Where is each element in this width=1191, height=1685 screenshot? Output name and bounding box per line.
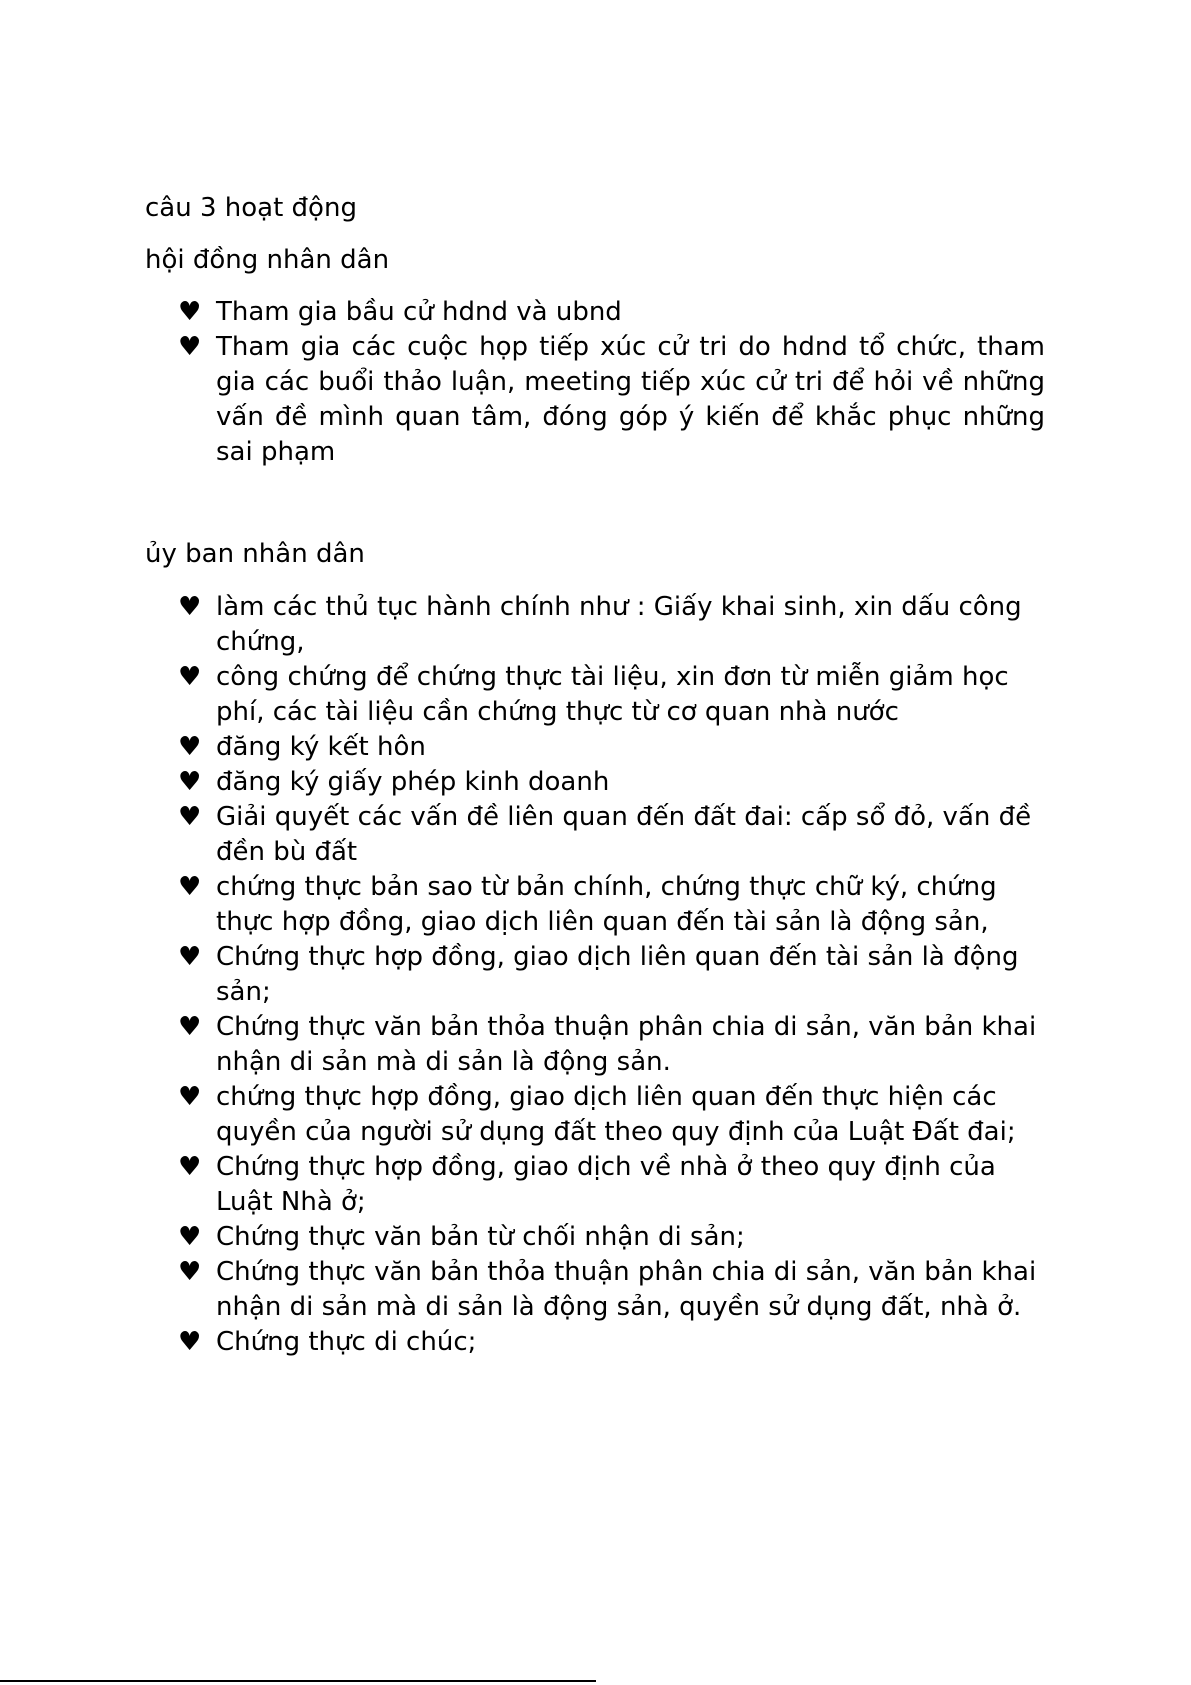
heart-bullet-icon: ♥ xyxy=(178,1327,202,1357)
heart-bullet-icon: ♥ xyxy=(178,332,202,362)
list-item xyxy=(0,660,1045,730)
list-item xyxy=(0,765,1045,800)
bullet-list-hdnd xyxy=(0,295,1045,470)
section-heading-hdnd: hội đồng nhân dân xyxy=(145,245,390,275)
list-item-text: chứng thực hợp đồng, giao dịch liên quan đến thực hiện các quyền của người sử dụng đất theo quy định của Luật Đất đai; xyxy=(216,1082,1016,1147)
list-item-text: Giải quyết các vấn đề liên quan đến đất đai: cấp sổ đỏ, vấn đề đền bù đất xyxy=(216,802,1032,867)
list-item-text: Chứng thực văn bản từ chối nhận di sản; xyxy=(216,1222,745,1252)
heart-bullet-icon: ♥ xyxy=(178,297,202,327)
list-item xyxy=(0,1325,1045,1360)
heart-bullet-icon: ♥ xyxy=(178,1257,202,1287)
list-item xyxy=(0,590,1045,660)
list-item-text: Chứng thực di chúc; xyxy=(216,1327,477,1357)
heart-bullet-icon: ♥ xyxy=(178,1012,202,1042)
list-item xyxy=(0,1010,1045,1080)
list-item-text: Chứng thực văn bản thỏa thuận phân chia di sản, văn bản khai nhận di sản mà di sản là động sản, quyền sử dụng đất, nhà ở. xyxy=(216,1257,1037,1322)
list-item-text: công chứng để chứng thực tài liệu, xin đơn từ miễn giảm học phí, các tài liệu cần chứng thực từ cơ quan nhà nước xyxy=(216,662,1009,727)
list-item xyxy=(0,330,1045,470)
heart-bullet-icon: ♥ xyxy=(178,767,202,797)
list-item-text: chứng thực bản sao từ bản chính, chứng thực chữ ký, chứng thực hợp đồng, giao dịch liên quan đến tài sản là động sản, xyxy=(216,872,997,937)
heart-bullet-icon: ♥ xyxy=(178,1222,202,1252)
heart-bullet-icon: ♥ xyxy=(178,732,202,762)
list-item xyxy=(0,1255,1045,1325)
list-item xyxy=(0,800,1045,870)
section-heading-ubnd: ủy ban nhân dân xyxy=(145,539,365,569)
list-item-text: Chứng thực văn bản thỏa thuận phân chia di sản, văn bản khai nhận di sản mà di sản là động sản. xyxy=(216,1012,1037,1077)
heart-bullet-icon: ♥ xyxy=(178,942,202,972)
list-item xyxy=(0,1220,1045,1255)
heart-bullet-icon: ♥ xyxy=(178,872,202,902)
list-item-text: Chứng thực hợp đồng, giao dịch về nhà ở theo quy định của Luật Nhà ở; xyxy=(216,1152,996,1217)
list-item xyxy=(0,730,1045,765)
document-title: câu 3 hoạt động xyxy=(145,193,357,223)
footnote-separator xyxy=(0,1680,596,1682)
list-item-text: đăng ký kết hôn xyxy=(216,732,426,762)
heart-bullet-icon: ♥ xyxy=(178,802,202,832)
list-item xyxy=(0,940,1045,1010)
list-item-text: Tham gia bầu cử hdnd và ubnd xyxy=(216,297,622,327)
list-item xyxy=(0,1080,1045,1150)
list-item xyxy=(0,1150,1045,1220)
heart-bullet-icon: ♥ xyxy=(178,1152,202,1182)
list-item xyxy=(0,870,1045,940)
list-item-text: Tham gia các cuộc họp tiếp xúc cử tri do hdnd tổ chức, tham gia các buổi thảo luận, meeting tiếp xúc cử tri để hỏi về những vấn đề mình quan tâm, đóng góp ý kiến để khắc phục những sai phạm xyxy=(216,332,1045,467)
list-item-text: đăng ký giấy phép kinh doanh xyxy=(216,767,610,797)
heart-bullet-icon: ♥ xyxy=(178,662,202,692)
heart-bullet-icon: ♥ xyxy=(178,1082,202,1112)
list-item-text: Chứng thực hợp đồng, giao dịch liên quan đến tài sản là động sản; xyxy=(216,942,1019,1007)
bullet-list-ubnd xyxy=(0,590,1045,1360)
heart-bullet-icon: ♥ xyxy=(178,592,202,622)
list-item-text: làm các thủ tục hành chính như : Giấy khai sinh, xin dấu công chứng, xyxy=(216,592,1022,657)
list-item xyxy=(0,295,1045,330)
